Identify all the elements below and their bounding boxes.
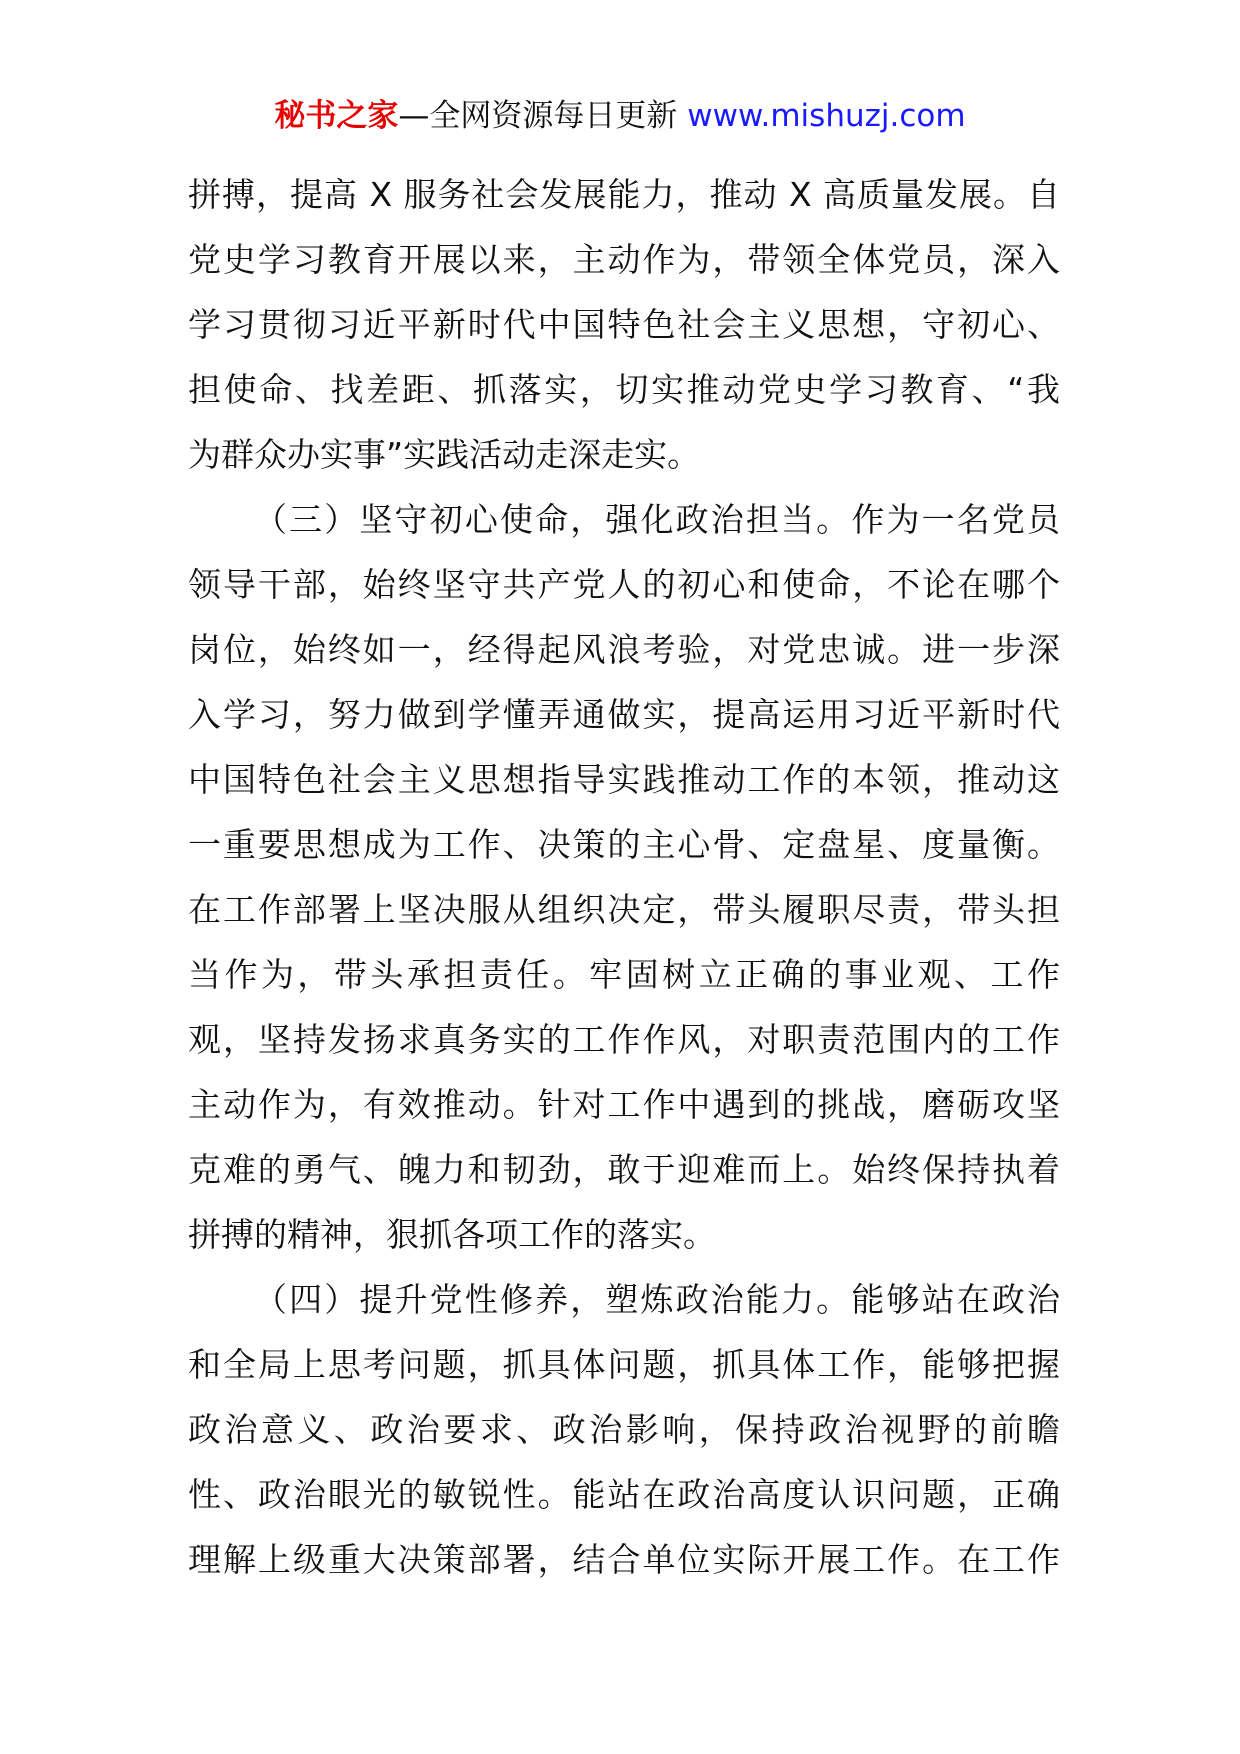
site-url-link[interactable]: www.mishuzj.com — [687, 98, 966, 134]
text-line: 拼搏的精神，狠抓各项工作的落实。 — [188, 1215, 716, 1254]
text-line: 担使命、找差距、抓落实，切实推动党史学习教育、“我 — [188, 370, 1060, 409]
text-line: 拼搏，提高 X 服务社会发展能力，推动 X 高质量发展。自 — [188, 175, 1060, 214]
brand-name: 秘书之家 — [274, 98, 399, 134]
text-line: 和全局上思考问题，抓具体问题，抓具体工作，能够把握 — [188, 1345, 1060, 1384]
text-line: 岗位，始终如一，经得起风浪考验，对党忠诚。进一步深 — [188, 630, 1060, 669]
text-line: 党史学习教育开展以来，主动作为，带领全体党员，深入 — [188, 240, 1060, 279]
text-line: 政治意义、政治要求、政治影响，保持政治视野的前瞻 — [188, 1410, 1060, 1449]
text-line: 性、政治眼光的敏锐性。能站在政治高度认识问题，正确 — [188, 1475, 1060, 1514]
text-line: 为群众办实事”实践活动走深走实。 — [188, 435, 701, 474]
text-line: 领导干部，始终坚守共产党人的初心和使命，不论在哪个 — [188, 565, 1060, 604]
text-line: 克难的勇气、魄力和韧劲，敢于迎难而上。始终保持执着 — [188, 1150, 1060, 1189]
text-line: 主动作为，有效推动。针对工作中遇到的挑战，磨砺攻坚 — [188, 1085, 1060, 1124]
text-line: 观，坚持发扬求真务实的工作作风，对职责范围内的工作 — [188, 1020, 1060, 1059]
text-line: 一重要思想成为工作、决策的主心骨、定盘星、度量衡。 — [188, 825, 1060, 864]
header-tagline: —全网资源每日更新 — [398, 98, 688, 134]
text-line: 学习贯彻习近平新时代中国特色社会主义思想，守初心、 — [188, 305, 1060, 344]
text-line: 在工作部署上坚决服从组织决定，带头履职尽责，带头担 — [188, 890, 1060, 929]
text-line: 当作为，带头承担责任。牢固树立正确的事业观、工作 — [188, 955, 1060, 994]
text-line: 理解上级重大决策部署，结合单位实际开展工作。在工作 — [188, 1540, 1060, 1579]
document-body — [188, 162, 1060, 1592]
section-three-heading-line: （三）坚守初心使命，强化政治担当。作为一名党员 — [254, 500, 1060, 539]
text-line: 入学习，努力做到学懂弄通做实，提高运用习近平新时代 — [188, 695, 1060, 734]
page-header — [0, 96, 1240, 136]
section-four-heading-line: （四）提升党性修养，塑炼政治能力。能够站在政治 — [254, 1280, 1060, 1319]
text-line: 中国特色社会主义思想指导实践推动工作的本领，推动这 — [188, 760, 1060, 799]
